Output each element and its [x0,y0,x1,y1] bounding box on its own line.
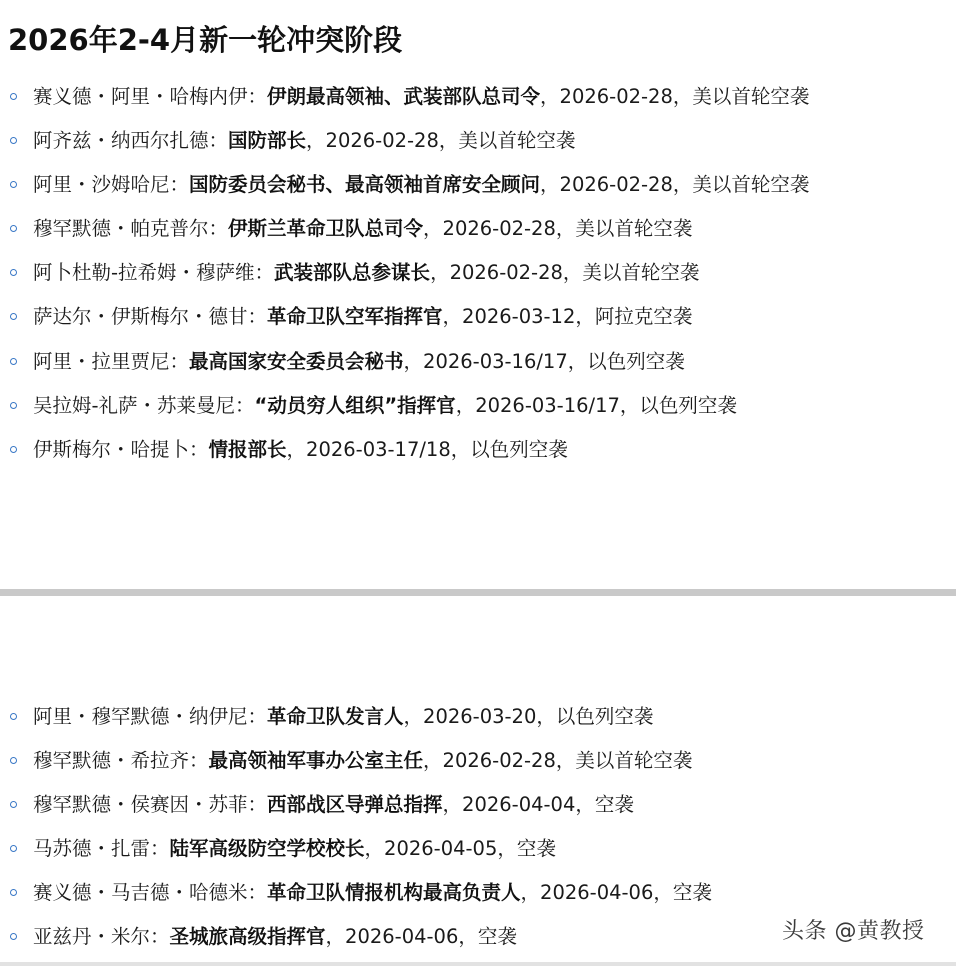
person-name: 穆罕默德・侯赛因・苏菲： [33,793,268,817]
event-detail: ，2026-04-05，空袭 [364,837,556,861]
event-detail: ，2026-03-17/18，以色列空袭 [286,437,568,461]
list-item [0,695,712,739]
person-role: 情报部长 [208,437,287,461]
list-item [0,915,712,959]
event-detail: ，2026-02-28，美以首轮空袭 [423,217,693,241]
event-detail: ，2026-03-16/17，以色列空袭 [455,393,737,417]
bottom-edge [0,962,956,966]
page-title: 2026年2-4月新一轮冲突阶段 [8,23,403,57]
event-detail: ，2026-03-12，阿拉克空袭 [442,305,693,329]
event-detail: ，2026-03-20，以色列空袭 [403,705,654,728]
bullet-icon [10,889,17,896]
list-item [0,340,809,384]
person-name: 阿里・沙姆哈尼： [33,173,190,197]
person-name: 阿卜杜勒-拉希姆・穆萨维： [33,261,275,285]
person-role: 武装部队总参谋长 [274,261,431,285]
bullet-icon [10,845,17,852]
person-role: 国防委员会秘书、最高领袖首席安全顾问 [189,173,541,197]
event-detail: ，2026-02-28，美以首轮空袭 [540,173,810,197]
event-detail: ，2026-02-28，美以首轮空袭 [430,261,700,285]
person-name: 亚兹丹・米尔： [33,925,170,949]
person-name: 赛义德・马吉德・哈德米： [33,881,268,905]
event-detail: ，2026-04-06，空袭 [325,925,517,949]
event-detail: ，2026-04-04，空袭 [442,793,634,817]
event-detail: ，2026-04-06，空袭 [520,881,712,905]
person-role: 陆军高级防空学校校长 [169,837,365,861]
bullet-icon [10,137,17,144]
bullet-icon [10,181,17,188]
bullet-icon [10,801,17,808]
list-item [0,428,809,472]
list-item [0,739,712,783]
bullet-icon [10,225,17,232]
bullet-icon [10,93,17,100]
bullet-icon [10,933,17,940]
person-name: 穆罕默德・希拉齐： [33,749,209,773]
bottom-list [0,695,712,960]
person-role: 革命卫队发言人 [267,705,404,728]
person-name: 萨达尔・伊斯梅尔・德甘： [33,305,268,329]
person-role: 伊朗最高领袖、武装部队总司令 [267,85,541,108]
bullet-icon [10,358,17,365]
list-item [0,827,712,871]
event-detail: ，2026-02-28，美以首轮空袭 [306,129,576,153]
list-item [0,251,809,295]
bullet-icon [10,446,17,453]
list-item [0,119,809,163]
person-role: 最高国家安全委员会秘书 [189,349,404,373]
watermark: 头条 @黄教授 [782,919,925,944]
list-item [0,871,712,915]
person-role: 最高领袖军事办公室主任 [208,749,424,773]
list-item [0,295,809,339]
top-list [0,75,809,472]
person-role: 革命卫队情报机构最高负责人 [267,881,521,905]
person-role: “动员穷人组织”指挥官 [254,393,456,417]
list-item [0,163,809,207]
bullet-icon [10,269,17,276]
person-role: 西部战区导弹总指挥 [267,793,443,817]
event-detail: ，2026-02-28，美以首轮空袭 [423,749,693,773]
person-name: 阿里・穆罕默德・纳伊尼： [33,705,268,728]
person-name: 伊斯梅尔・哈提卜： [33,437,209,461]
person-name: 吴拉姆-礼萨・苏莱曼尼： [33,393,255,417]
section-divider [0,589,956,596]
event-detail: ，2026-02-28，美以首轮空袭 [540,85,810,108]
person-name: 阿齐兹・纳西尔扎德： [33,129,229,153]
person-name: 阿里・拉里贾尼： [33,349,190,373]
bullet-icon [10,402,17,409]
person-name: 穆罕默德・帕克普尔： [33,217,229,241]
person-name: 马苏德・扎雷： [33,837,170,861]
bullet-icon [10,313,17,320]
bullet-icon [10,757,17,764]
list-item [0,207,809,251]
person-role: 国防部长 [228,129,307,153]
list-item [0,75,809,119]
person-role: 圣城旅高级指挥官 [169,925,326,949]
event-detail: ，2026-03-16/17，以色列空袭 [403,349,685,373]
list-item [0,783,712,827]
person-role: 革命卫队空军指挥官 [267,305,443,329]
list-item [0,384,809,428]
person-role: 伊斯兰革命卫队总司令 [228,217,424,241]
person-name: 赛义德・阿里・哈梅内伊： [33,85,268,108]
bullet-icon [10,713,17,720]
